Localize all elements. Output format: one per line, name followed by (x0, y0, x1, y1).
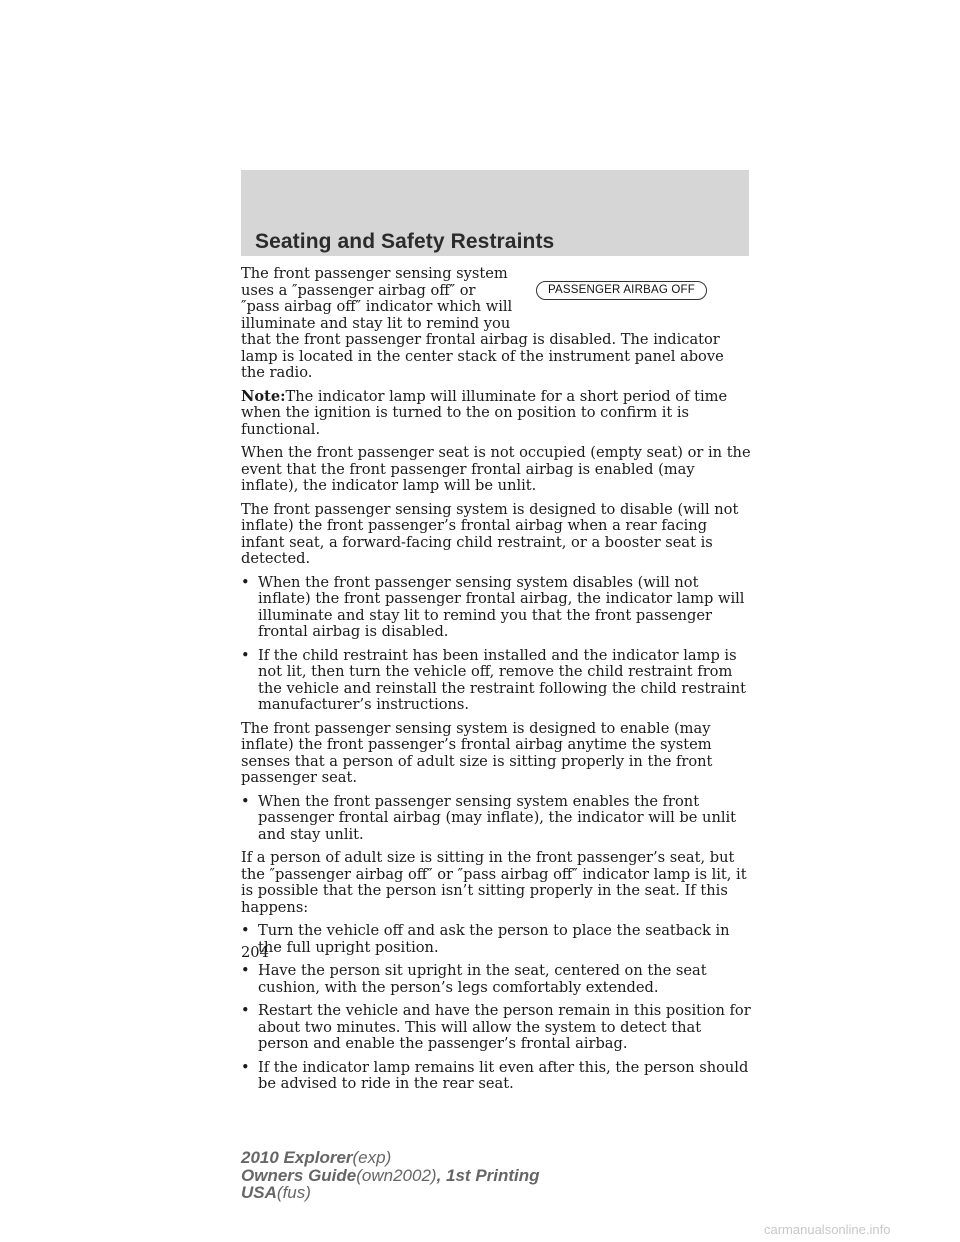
note-text: The indicator lamp will illuminate for a short period of time when the ignition is turned to the on position to confirm it is functional. (241, 387, 728, 438)
list-item-text: When the front passenger sensing system disables (will not inflate) the front passenger frontal airbag, the indicator lamp will illuminate and stay lit to remind you that the front passenger frontal airbag is disabled. (258, 573, 745, 640)
list-item (241, 1003, 751, 1053)
bullet-icon: • (241, 962, 250, 979)
list-item (241, 923, 751, 956)
list-item-text: Turn the vehicle off and ask the person to place the seatback in the full upright position. (258, 922, 730, 956)
note-label: Note: (241, 387, 286, 405)
list-item-text: If the indicator lamp remains lit even after this, the person should be advised to ride in the rear seat. (258, 1058, 749, 1092)
footer-model: 2010 Explorer (241, 1148, 353, 1167)
bullet-list-enable (241, 794, 751, 844)
footer-line (241, 1167, 540, 1185)
list-item (241, 575, 751, 641)
list-item (241, 963, 751, 996)
list-item (241, 648, 751, 714)
footer-line (241, 1149, 540, 1167)
body-paragraph: The front passenger sensing system is designed to enable (may inflate) the front passenger’s frontal airbag anytime the system senses that a person of adult size is sitting properly in the front passenger seat. (241, 719, 713, 786)
section-title: Seating and Safety Restraints (255, 230, 555, 253)
bullet-icon: • (241, 922, 250, 939)
bullet-icon: • (241, 646, 250, 664)
list-item (241, 794, 751, 844)
footer (241, 1149, 540, 1202)
body-paragraph: If a person of adult size is sitting in the front passenger’s seat, but the ″passenger airbag off″ or ″pass airbag off″ indicator lamp is lit, it is possible that the person isn’t sitting properly in the seat. If this happens: (241, 849, 747, 916)
body-paragraph: When the front passenger seat is not occupied (empty seat) or in the event that the front passenger frontal airbag is enabled (may inflate), the indicator lamp will be unlit. (241, 444, 751, 494)
bullet-icon: • (241, 1002, 250, 1019)
list-item-text: If the child restraint has been installed and the indicator lamp is not lit, then turn the vehicle off, remove the child restraint from the vehicle and reinstall the restraint following the child restraint manufacturer’s instructions. (258, 646, 746, 713)
footer-market-code: (fus) (276, 1183, 311, 1202)
watermark: carmanualsonline.info (764, 1222, 891, 1237)
section-header-band (241, 170, 749, 256)
intro-line: The front passenger sensing system (241, 265, 508, 282)
page-content (241, 266, 751, 1100)
passenger-airbag-off-indicator: PASSENGER AIRBAG OFF (536, 281, 707, 300)
footer-market: USA (241, 1183, 277, 1202)
intro-line: illuminate and stay lit to remind you (241, 314, 511, 332)
list-item-text: Restart the vehicle and have the person remain in this position for about two minutes. This will allow the system to detect that person and enable the passenger’s frontal airbag. (258, 1002, 751, 1052)
list-item (241, 1060, 751, 1093)
bullet-icon: • (241, 792, 250, 810)
intro-line: uses a ″passenger airbag off″ or (241, 281, 476, 299)
bullet-icon: • (241, 573, 250, 591)
list-item-text: Have the person sit upright in the seat, centered on the seat cushion, with the person’s legs comfortably extended. (258, 962, 707, 996)
page-number: 204 (241, 944, 269, 961)
intro-line: ″pass airbag off″ indicator which will (241, 298, 513, 315)
footer-guide: Owners Guide (241, 1165, 357, 1185)
footer-model-code: (exp) (352, 1148, 392, 1167)
bullet-list-steps (241, 923, 751, 1093)
footer-printing: , 1st Printing (436, 1165, 540, 1185)
intro-rest: that the front passenger frontal airbag is disabled. The indicator lamp is located in the center stack of the instrument panel above the radio. (241, 331, 724, 381)
bullet-list-disable (241, 575, 751, 714)
list-item-text: When the front passenger sensing system enables the front passenger frontal airbag (may inflate), the indicator will be unlit and stay unlit. (258, 792, 737, 843)
body-paragraph: The front passenger sensing system is designed to disable (will not inflate) the front passenger’s frontal airbag when a rear facing infant seat, a forward-facing child restraint, or a booster seat is detected. (241, 500, 739, 567)
intro-block (241, 266, 751, 382)
bullet-icon: • (241, 1058, 250, 1076)
note-paragraph (241, 389, 751, 439)
footer-line (241, 1184, 540, 1202)
footer-guide-code: (own2002) (356, 1165, 437, 1185)
